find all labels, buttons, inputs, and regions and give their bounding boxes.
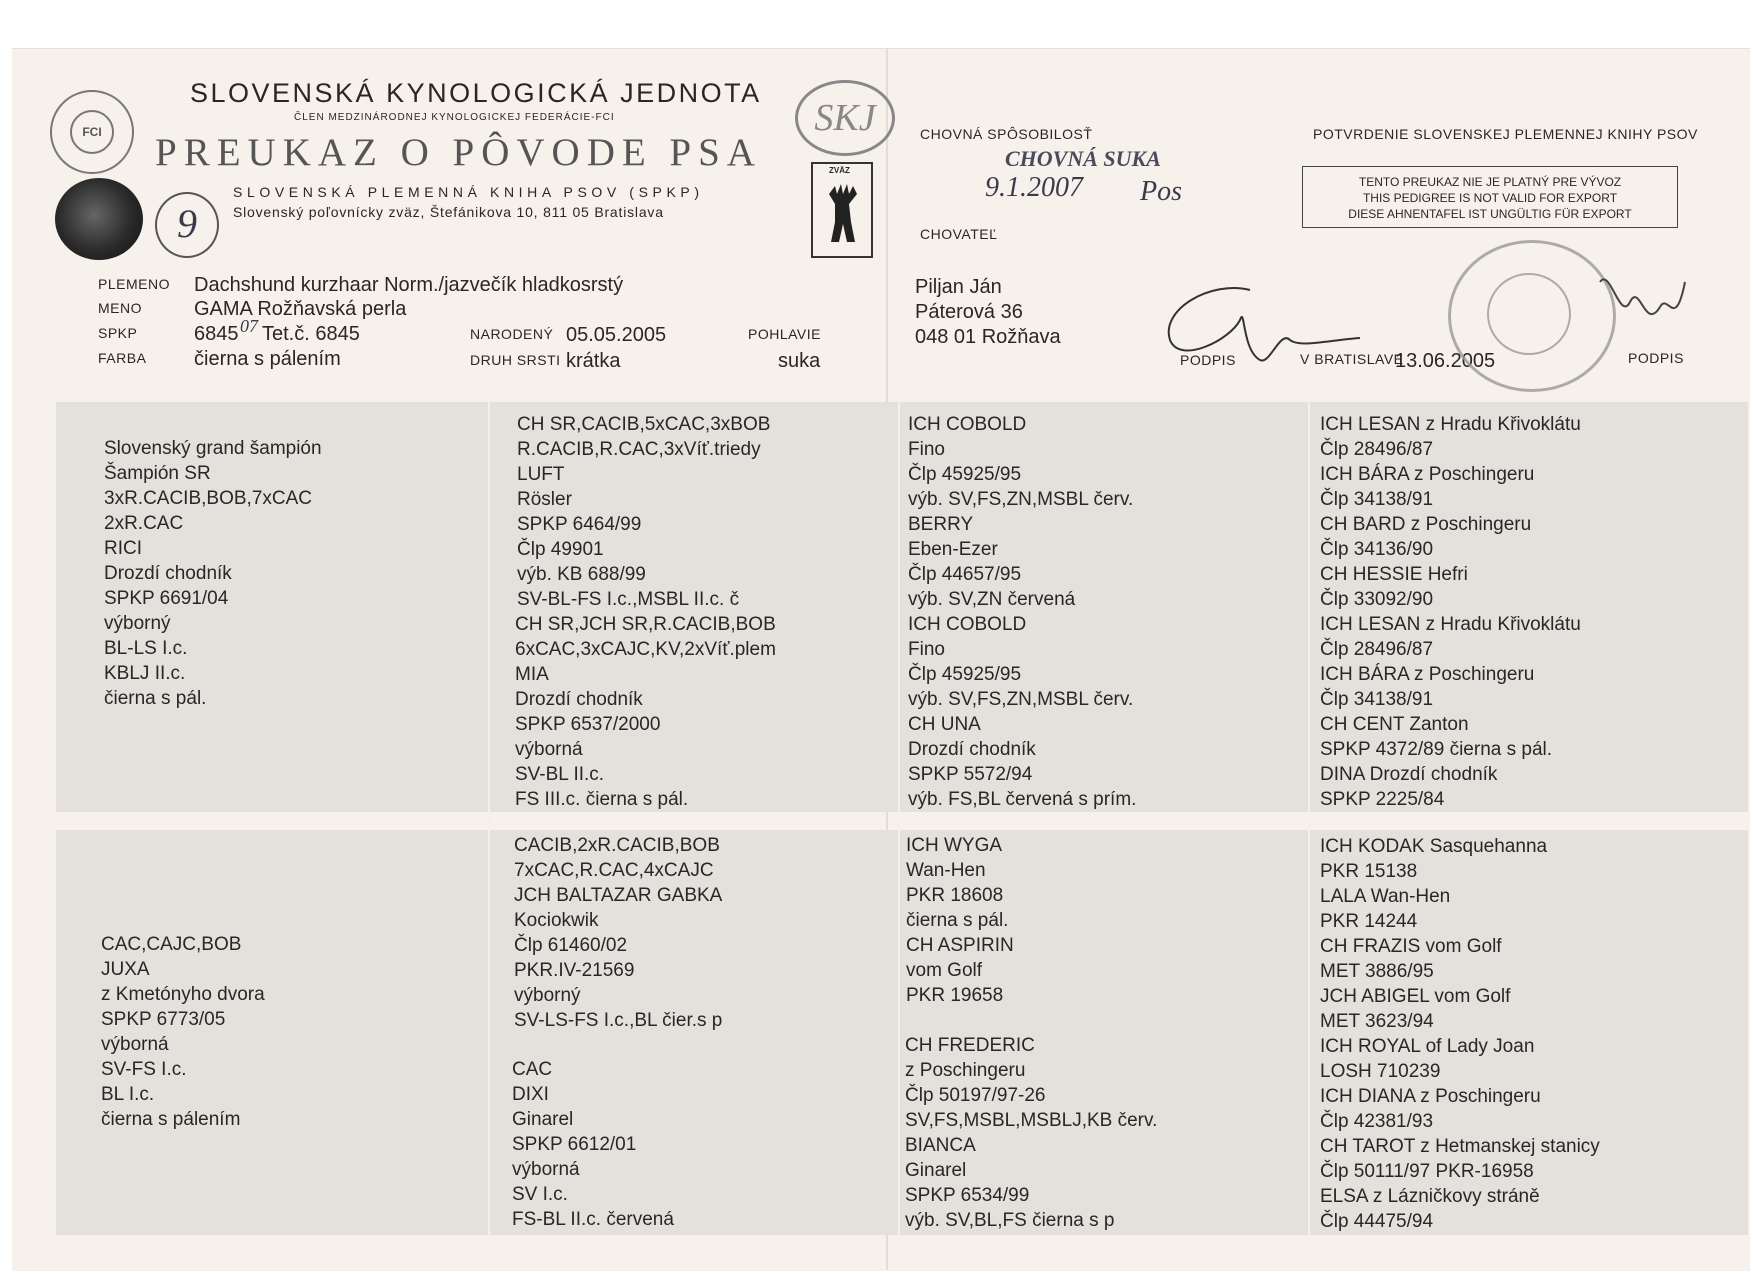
org-subtitle: ČLEN MEDZINÁRODNEJ KYNOLOGICKEJ FEDERÁCIE-FCI	[294, 112, 615, 123]
pedigree-line: SPKP 6691/04	[104, 588, 229, 609]
pedigree-line: CH TAROT z Hetmanskej stanicy	[1320, 1136, 1600, 1157]
pedigree-line: Člp 34136/90	[1320, 539, 1434, 560]
pedigree-line: ICH COBOLD	[908, 614, 1027, 635]
pedigree-line: ICH ROYAL of Lady Joan	[1320, 1036, 1535, 1057]
fci-logo-text: FCI	[70, 110, 114, 154]
pedigree-line: výb. KB 688/99	[517, 564, 646, 585]
pedigree-line: Slovenský grand šampión	[104, 438, 322, 459]
pedigree-line: 6xCAC,3xCAJC,KV,2xVíť.plem	[515, 639, 776, 660]
sire-sire-column	[517, 412, 770, 612]
label-breed: PLEMENO	[98, 276, 170, 292]
pedigree-line: z Poschingeru	[905, 1060, 1026, 1081]
pedigree-line: CACIB,2xR.CACIB,BOB	[514, 835, 720, 856]
label-color: FARBA	[98, 350, 147, 366]
dam-column	[101, 932, 265, 1132]
deer-icon	[813, 164, 871, 256]
pedigree-line: SV-BL-FS I.c.,MSBL II.c. č	[517, 589, 740, 610]
registry-name: SLOVENSKÁ PLEMENNÁ KNIHA PSOV (SPKP)	[233, 184, 704, 200]
pedigree-line: Drozdí chodník	[104, 563, 232, 584]
pedigree-line: výborný	[514, 985, 581, 1006]
pedigree-line: CH ASPIRIN	[906, 935, 1014, 956]
pedigree-line: čierna s pál.	[906, 910, 1009, 931]
col-divider-2	[898, 402, 900, 1235]
pedigree-line: CH FRAZIS vom Golf	[1320, 936, 1502, 957]
pedigree-line: BL-LS I.c.	[104, 638, 188, 659]
export-line-de: DIESE AHNENTAFEL IST UNGÜLTIG FÜR EXPORT	[1348, 207, 1632, 221]
pedigree-line: JCH BALTAZAR GABKA	[514, 885, 723, 906]
registrar-signature	[1590, 262, 1690, 342]
breeding-sign-handwritten: Pos	[1140, 176, 1182, 207]
pedigree-line: Člp 50197/97-26	[905, 1085, 1046, 1106]
pedigree-line: BERRY	[908, 514, 974, 535]
dog-coat: krátka	[566, 350, 621, 372]
dog-breed: Dachshund kurzhaar Norm./jazvečík hladkosrstý	[194, 274, 624, 296]
pedigree-line: FS-BL II.c. červená	[512, 1209, 674, 1230]
pedigree-line: ICH LESAN z Hradu Křivoklátu	[1320, 614, 1581, 635]
pedigree-line: SPKP 6534/99	[905, 1185, 1030, 1206]
pedigree-line: ICH KODAK Sasquehanna	[1320, 836, 1548, 857]
label-name: MENO	[98, 300, 142, 316]
pedigree-line: čierna s pálením	[101, 1109, 241, 1130]
org-title: SLOVENSKÁ KYNOLOGICKÁ JEDNOTA	[190, 78, 762, 108]
zvaz-label: ZVÄZ	[829, 166, 850, 175]
dog-sex: suka	[778, 350, 821, 372]
pedigree-line: ICH WYGA	[906, 835, 1003, 856]
dam-sire-column	[514, 833, 722, 1033]
circled-number: 9	[155, 192, 219, 258]
pedigree-line: ICH COBOLD	[908, 414, 1027, 435]
pedigree-line: R.CACIB,R.CAC,3xVíť.triedy	[517, 439, 761, 460]
export-title: POTVRDENIE SLOVENSKEJ PLEMENNEJ KNIHY PSOV	[1313, 126, 1698, 142]
pedigree-line: výb. SV,ZN červená	[908, 589, 1076, 610]
pedigree-line: výborná	[515, 739, 583, 760]
dog-spkp: 6845	[194, 323, 239, 345]
pedigree-line: LALA Wan-Hen	[1320, 886, 1451, 907]
pedigree-line: SPKP 6612/01	[512, 1134, 637, 1155]
pedigree-line: PKR 18608	[906, 885, 1004, 906]
label-spkp: SPKP	[98, 325, 138, 341]
dog-born: 05.05.2005	[566, 324, 667, 346]
pedigree-line: výborný	[104, 613, 171, 634]
dam-dam-column	[512, 1057, 674, 1232]
sign-label-right: PODPIS	[1628, 350, 1684, 366]
pedigree-line: výb. FS,BL červená s prím.	[908, 789, 1137, 810]
pedigree-line: Člp 50111/97 PKR-16958	[1320, 1161, 1534, 1182]
doc-title: PREUKAZ O PÔVODE PSA	[155, 131, 762, 174]
pedigree-line: CH SR,JCH SR,R.CACIB,BOB	[515, 614, 776, 635]
pedigree-line: SPKP 6464/99	[517, 514, 642, 535]
pedigree-line: ICH BÁRA z Poschingeru	[1320, 664, 1535, 685]
pedigree-line: CH HESSIE Hefri	[1320, 564, 1468, 585]
registry-address: Slovenský poľovnícky zväz, Štefánikova 10, 811 05 Bratislava	[233, 204, 664, 220]
pedigree-line: 2xR.CAC	[104, 513, 184, 534]
pedigree-line: Rösler	[517, 489, 572, 510]
pedigree-line: Člp 42381/93	[1320, 1111, 1434, 1132]
pedigree-line: MIA	[515, 664, 549, 685]
hunters-union-logo	[811, 162, 873, 258]
pedigree-line: Kociokwik	[514, 910, 599, 931]
pedigree-line: SPKP 6537/2000	[515, 714, 661, 735]
sire-column	[104, 436, 322, 711]
dog-spkp-handwritten: 07	[240, 316, 258, 336]
export-notice-box	[1302, 166, 1678, 228]
pedigree-line: JUXA	[101, 959, 150, 980]
pedigree-line: DIXI	[512, 1084, 549, 1105]
place-label: V BRATISLAVE	[1300, 351, 1404, 367]
black-seal	[55, 178, 143, 260]
col-divider-1	[488, 402, 490, 1235]
pedigree-line: BL I.c.	[101, 1084, 155, 1105]
pedigree-line: výb. SV,FS,ZN,MSBL červ.	[908, 489, 1134, 510]
pedigree-line: Člp 45925/95	[908, 664, 1022, 685]
pedigree-line: PKR 15138	[1320, 861, 1418, 882]
pedigree-line: ICH BÁRA z Poschingeru	[1320, 464, 1535, 485]
pedigree-line: Drozdí chodník	[908, 739, 1036, 760]
pedigree-line: Ginarel	[512, 1109, 574, 1130]
pedigree-line: SV I.c.	[512, 1184, 568, 1205]
issue-date: 13.06.2005	[1395, 350, 1496, 372]
pedigree-line: SPKP 6773/05	[101, 1009, 226, 1030]
pedigree-line: PKR 14244	[1320, 911, 1418, 932]
pedigree-line: ELSA z Lázničkovy stráně	[1320, 1186, 1540, 1207]
label-sex: POHLAVIE	[748, 326, 821, 342]
export-line-en: THIS PEDIGREE IS NOT VALID FOR EXPORT	[1362, 191, 1618, 205]
pedigree-line: KBLJ II.c.	[104, 663, 186, 684]
pedigree-line: Fino	[908, 439, 945, 460]
export-line-sk: TENTO PREUKAZ NIE JE PLATNÝ PRE VÝVOZ	[1358, 175, 1622, 189]
pedigree-line: SV,FS,MSBL,MSBLJ,KB červ.	[905, 1110, 1158, 1131]
breeder-street: Páterová 36	[915, 301, 1023, 323]
pedigree-line: JCH ABIGEL vom Golf	[1320, 986, 1511, 1007]
pedigree-line: Člp 45925/95	[908, 464, 1022, 485]
sign-label-left: PODPIS	[1180, 352, 1236, 368]
pedigree-line: výb. SV,BL,FS čierna s p	[905, 1210, 1115, 1231]
fci-seal-logo	[50, 90, 134, 174]
dog-name: GAMA Rožňavská perla	[194, 298, 407, 320]
pedigree-line: z Kmetónyho dvora	[101, 984, 265, 1005]
breeding-label: CHOVNÁ SPÔSOBILOSŤ	[920, 126, 1093, 142]
pedigree-line: DINA Drozdí chodník	[1320, 764, 1498, 785]
pedigree-line: výborná	[512, 1159, 580, 1180]
pedigree-line: Wan-Hen	[906, 860, 986, 881]
sire-grandparents-column	[908, 412, 1136, 812]
breeding-stamp: CHOVNÁ SUKA	[1005, 146, 1161, 171]
dam-dam-grandparents-column	[905, 1033, 1157, 1233]
pedigree-line: Člp 44475/94	[1320, 1211, 1434, 1232]
breeder-city: 048 01 Rožňava	[915, 326, 1061, 348]
pedigree-line: Šampión SR	[104, 463, 211, 484]
pedigree-line: Člp 28496/87	[1320, 639, 1434, 660]
pedigree-line: CH UNA	[908, 714, 981, 735]
pedigree-line: LUFT	[517, 464, 565, 485]
dam-sire-grandparents-column	[906, 833, 1014, 1008]
pedigree-line: Ginarel	[905, 1160, 967, 1181]
pedigree-line: Eben-Ezer	[908, 539, 998, 560]
pedigree-line: Fino	[908, 639, 945, 660]
dog-color: čierna s pálením	[194, 348, 341, 370]
pedigree-line: Člp 61460/02	[514, 935, 628, 956]
pedigree-line: Drozdí chodník	[515, 689, 643, 710]
sire-great-grandparents-column	[1320, 412, 1581, 812]
pedigree-line: PKR.IV-21569	[514, 960, 635, 981]
col-divider-3	[1308, 402, 1310, 1235]
pedigree-line: Člp 33092/90	[1320, 589, 1434, 610]
pedigree-line: čierna s pál.	[104, 688, 207, 709]
label-coat: DRUH SRSTI	[470, 352, 561, 368]
pedigree-line: SPKP 5572/94	[908, 764, 1033, 785]
pedigree-line: MET 3886/95	[1320, 961, 1434, 982]
pedigree-line: CH SR,CACIB,5xCAC,3xBOB	[517, 414, 771, 435]
pedigree-line: Člp 49901	[517, 539, 604, 560]
sire-dam-column	[515, 612, 776, 812]
pedigree-line: ICH LESAN z Hradu Křivoklátu	[1320, 414, 1581, 435]
dog-tattoo: Tet.č. 6845	[262, 323, 360, 345]
pedigree-line: výb. SV,FS,ZN,MSBL červ.	[908, 689, 1134, 710]
pedigree-line: CH FREDERIC	[905, 1035, 1035, 1056]
pedigree-line: CAC	[512, 1059, 553, 1080]
pedigree-line: Člp 34138/91	[1320, 489, 1434, 510]
label-born: NARODENÝ	[470, 326, 554, 342]
breeder-name: Piljan Ján	[915, 276, 1002, 298]
pedigree-line: Člp 28496/87	[1320, 439, 1434, 460]
breeding-date-handwritten: 9.1.2007	[985, 172, 1083, 203]
pedigree-line: CAC,CAJC,BOB	[101, 934, 242, 955]
pedigree-line: RICI	[104, 538, 142, 559]
pedigree-line: výborná	[101, 1034, 169, 1055]
breeder-label: CHOVATEĽ	[920, 226, 998, 242]
pedigree-line: SV-LS-FS I.c.,BL čier.s p	[514, 1010, 723, 1031]
pedigree-line: LOSH 710239	[1320, 1061, 1441, 1082]
pedigree-line: BIANCA	[905, 1135, 976, 1156]
pedigree-line: FS III.c. čierna s pál.	[515, 789, 689, 810]
pedigree-line: Člp 34138/91	[1320, 689, 1434, 710]
pedigree-line: MET 3623/94	[1320, 1011, 1434, 1032]
ski-logo: SKJ	[795, 80, 895, 156]
pedigree-line: Člp 44657/95	[908, 564, 1022, 585]
pedigree-line: 3xR.CACIB,BOB,7xCAC	[104, 488, 312, 509]
pedigree-line: PKR 19658	[906, 985, 1004, 1006]
pedigree-line: ICH DIANA z Poschingeru	[1320, 1086, 1541, 1107]
pedigree-line: SV-FS I.c.	[101, 1059, 187, 1080]
pedigree-line: CH BARD z Poschingeru	[1320, 514, 1532, 535]
pedigree-line: 7xCAC,R.CAC,4xCAJC	[514, 860, 714, 881]
pedigree-line: vom Golf	[906, 960, 983, 981]
pedigree-line: CH CENT Zanton	[1320, 714, 1469, 735]
dam-great-grandparents-column	[1320, 834, 1600, 1234]
pedigree-line: SPKP 4372/89 čierna s pál.	[1320, 739, 1553, 760]
pedigree-line: SPKP 2225/84	[1320, 789, 1445, 810]
pedigree-line: SV-BL II.c.	[515, 764, 605, 785]
